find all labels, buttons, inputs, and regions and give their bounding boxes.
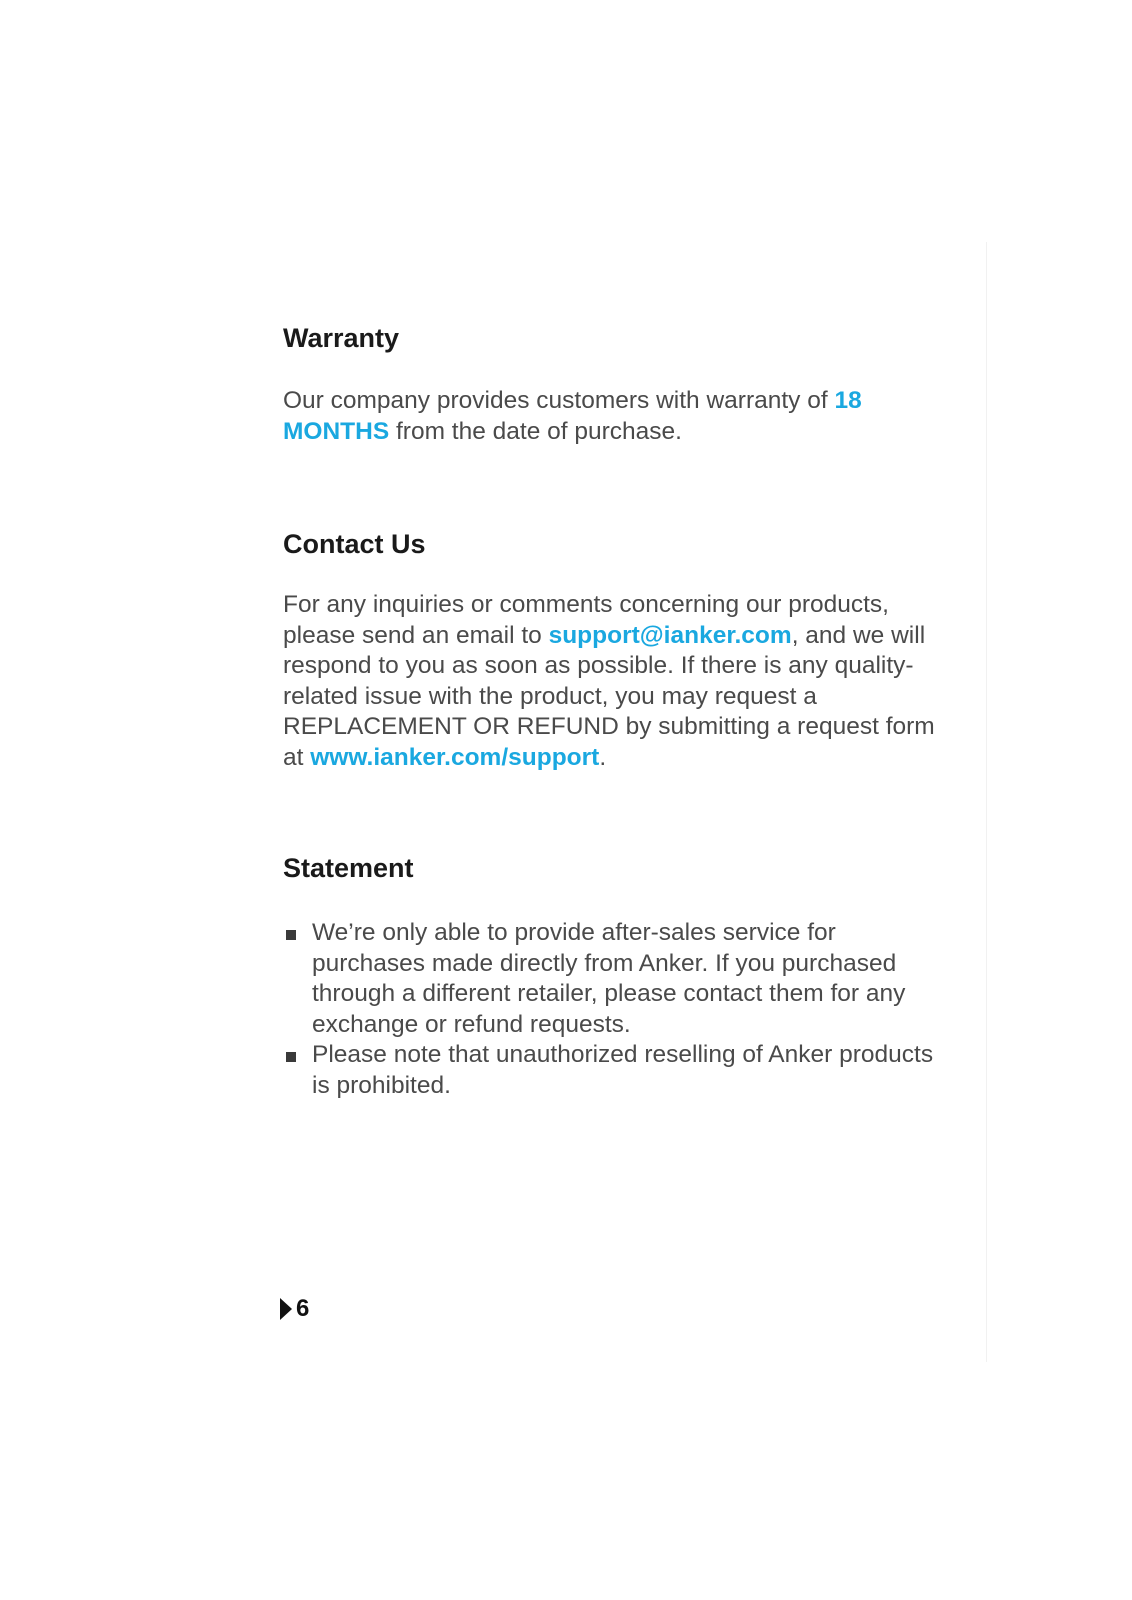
contact-text <box>283 590 943 773</box>
square-bullet-icon <box>286 1052 296 1062</box>
statement-item-text: We’re only able to provide after-sales service for purchases made directly from Anker. If you purchased through a different retailer, please contact them for any exchange or refund requests. <box>312 919 906 1038</box>
page-number-marker <box>280 1297 309 1321</box>
page-edge-divider <box>986 242 987 1362</box>
right-triangle-icon <box>280 1298 292 1320</box>
contact-heading: Contact Us <box>283 529 426 559</box>
warranty-duration-highlight: 18 MONTHS <box>283 387 862 445</box>
warranty-text-before: Our company provides customers with warranty of <box>283 387 835 414</box>
square-bullet-icon <box>286 930 296 940</box>
statement-item <box>283 1040 943 1101</box>
page-number: 6 <box>296 1295 310 1322</box>
warranty-text-after: from the date of purchase. <box>389 417 682 445</box>
statement-heading: Statement <box>283 853 414 883</box>
support-url-link[interactable]: www.ianker.com/support <box>310 743 600 771</box>
warranty-heading: Warranty <box>283 323 400 353</box>
support-email-link[interactable]: support@ianker.com <box>548 621 792 649</box>
contact-text-1: For any inquiries or comments concerning our products, please send an email to <box>283 591 889 649</box>
warranty-text <box>283 386 943 447</box>
statement-item <box>283 918 943 1040</box>
contact-text-2: , and we will respond to you as soon as possible. If there is any quality-related issue with the product, you may request a REPLACEMENT OR REFUND by submitting a request form at <box>283 621 935 771</box>
statement-list <box>283 918 943 1101</box>
statement-item-text: Please note that unauthorized reselling of Anker products is prohibited. <box>312 1041 934 1099</box>
contact-text-3: . <box>599 743 607 771</box>
